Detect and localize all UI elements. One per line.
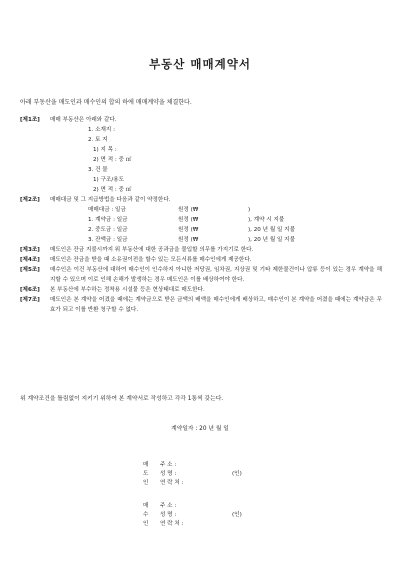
building-structure: 1) 구조/용도 bbox=[93, 177, 125, 183]
article-5 bbox=[20, 265, 382, 285]
payment-close: ) bbox=[248, 207, 251, 213]
intro-text: 아래 부동산을 매도인과 매수인의 합의 하에 매매계약을 체결한다. bbox=[20, 99, 192, 106]
article-2-text: 매매대금 및 그 지급방법을 다음과 같이 약정한다. bbox=[50, 197, 171, 203]
article-7-text: 매도인은 본 계약을 어겼을 때에는 계약금으로 받은 금액의 배액을 매수인에게 배상하고, 매수인이 본 계약을 어겼을 때에는 계약금은 무효가 되고 이를 반환 청구할 수 없다. bbox=[50, 297, 382, 313]
payment-item: 매매대금 : 일금 bbox=[88, 207, 126, 213]
article-4 bbox=[20, 255, 382, 265]
payment-row bbox=[20, 235, 382, 245]
contract-body bbox=[20, 115, 382, 315]
building-item: 3. 건 물 bbox=[88, 167, 108, 173]
article-3 bbox=[20, 245, 382, 255]
land-area: 2) 면 적 : 중 ㎡ bbox=[93, 157, 132, 163]
closing-text: 위 계약조건을 틀림없이 지키기 위하여 본 계약서로 작성하고 각각 1통씩 갖는다. bbox=[20, 396, 224, 402]
payment-won: 원정 (₩ bbox=[178, 237, 199, 243]
buyer-seal: (인) bbox=[232, 512, 242, 518]
article-2-label: [제2조] bbox=[20, 197, 40, 203]
buyer-name: 성 명 : bbox=[160, 512, 177, 518]
location-item: 1. 소재지 : bbox=[88, 127, 115, 133]
article-4-label: [제4조] bbox=[20, 257, 40, 263]
payment-won: 원정 (₩ bbox=[178, 207, 199, 213]
seller-seal: (인) bbox=[232, 471, 242, 477]
seller-phone: 연 락 처 : bbox=[160, 480, 184, 486]
article-2 bbox=[20, 195, 382, 205]
article-4-text: 매도인은 잔금을 받을 때 소유권이전을 할수 있는 모든서류를 매수인에게 제공한다. bbox=[50, 257, 252, 263]
seller-role: 매 도 인 bbox=[143, 462, 149, 486]
payment-close: ), 20 년 월 일 지불 bbox=[248, 227, 295, 233]
payment-item: 1. 계약금 : 일금 bbox=[88, 217, 128, 223]
buyer-role: 매 수 인 bbox=[143, 503, 149, 527]
payment-row bbox=[20, 205, 382, 215]
article-7 bbox=[20, 295, 382, 315]
buyer-phone: 연 락 처 : bbox=[160, 521, 184, 527]
article-3-label: [제3조] bbox=[20, 247, 40, 253]
land-item: 2. 토 지 bbox=[88, 137, 108, 143]
payment-item: 3. 잔액금 : 일금 bbox=[88, 237, 128, 243]
payment-won: 원정 (₩ bbox=[178, 217, 199, 223]
document-title: 부동산 매매계약서 bbox=[149, 57, 251, 71]
article-1-text: 매매 부동산은 아래와 같다. bbox=[50, 117, 117, 123]
article-5-text: 매수인은 이건 부동산에 대하여 매수인이 인수하지 아니한 저당권, 임차권, 지상권 및 기타 제한물건이나 압류 등이 있는 경우 계약을 해지할 수 있으며 이로 인해 손해가 발생하는 경우 매도인은 이를 배상하여야 한다. bbox=[50, 267, 382, 283]
article-7-label: [제7조] bbox=[20, 297, 40, 303]
article-6-text: 본 부동산에 부수하는 정착용 시설물 등은 현상태대로 매도한다. bbox=[50, 287, 205, 293]
article-6 bbox=[20, 285, 382, 295]
payment-won: 원정 (₩ bbox=[178, 227, 199, 233]
land-category: 1) 지 목 : bbox=[93, 147, 117, 153]
article-3-text: 매도인은 잔금 지불시까지 위 부동산에 대한 공과금을 물입할 의무를 가지기로 한다. bbox=[50, 247, 254, 253]
payment-item: 2. 중도금 : 일금 bbox=[88, 227, 128, 233]
seller-name: 성 명 : bbox=[160, 471, 177, 477]
building-area: 2) 면 적 : 중 ㎡ bbox=[93, 187, 132, 193]
contract-date: 계약일자 : 20 년 월 일 bbox=[171, 426, 229, 432]
article-6-label: [제6조] bbox=[20, 287, 40, 293]
payment-close: ), 20 년 월 일 지불 bbox=[248, 237, 295, 243]
article-1-label: [제1조] bbox=[20, 117, 40, 123]
payment-close: ), 계약 시 지불 bbox=[248, 217, 285, 223]
article-1 bbox=[20, 115, 382, 125]
article-5-label: [제5조] bbox=[20, 267, 40, 273]
seller-address: 주 소 : bbox=[160, 462, 177, 468]
payment-row bbox=[20, 215, 382, 225]
payment-row bbox=[20, 225, 382, 235]
buyer-address: 주 소 : bbox=[160, 503, 177, 509]
